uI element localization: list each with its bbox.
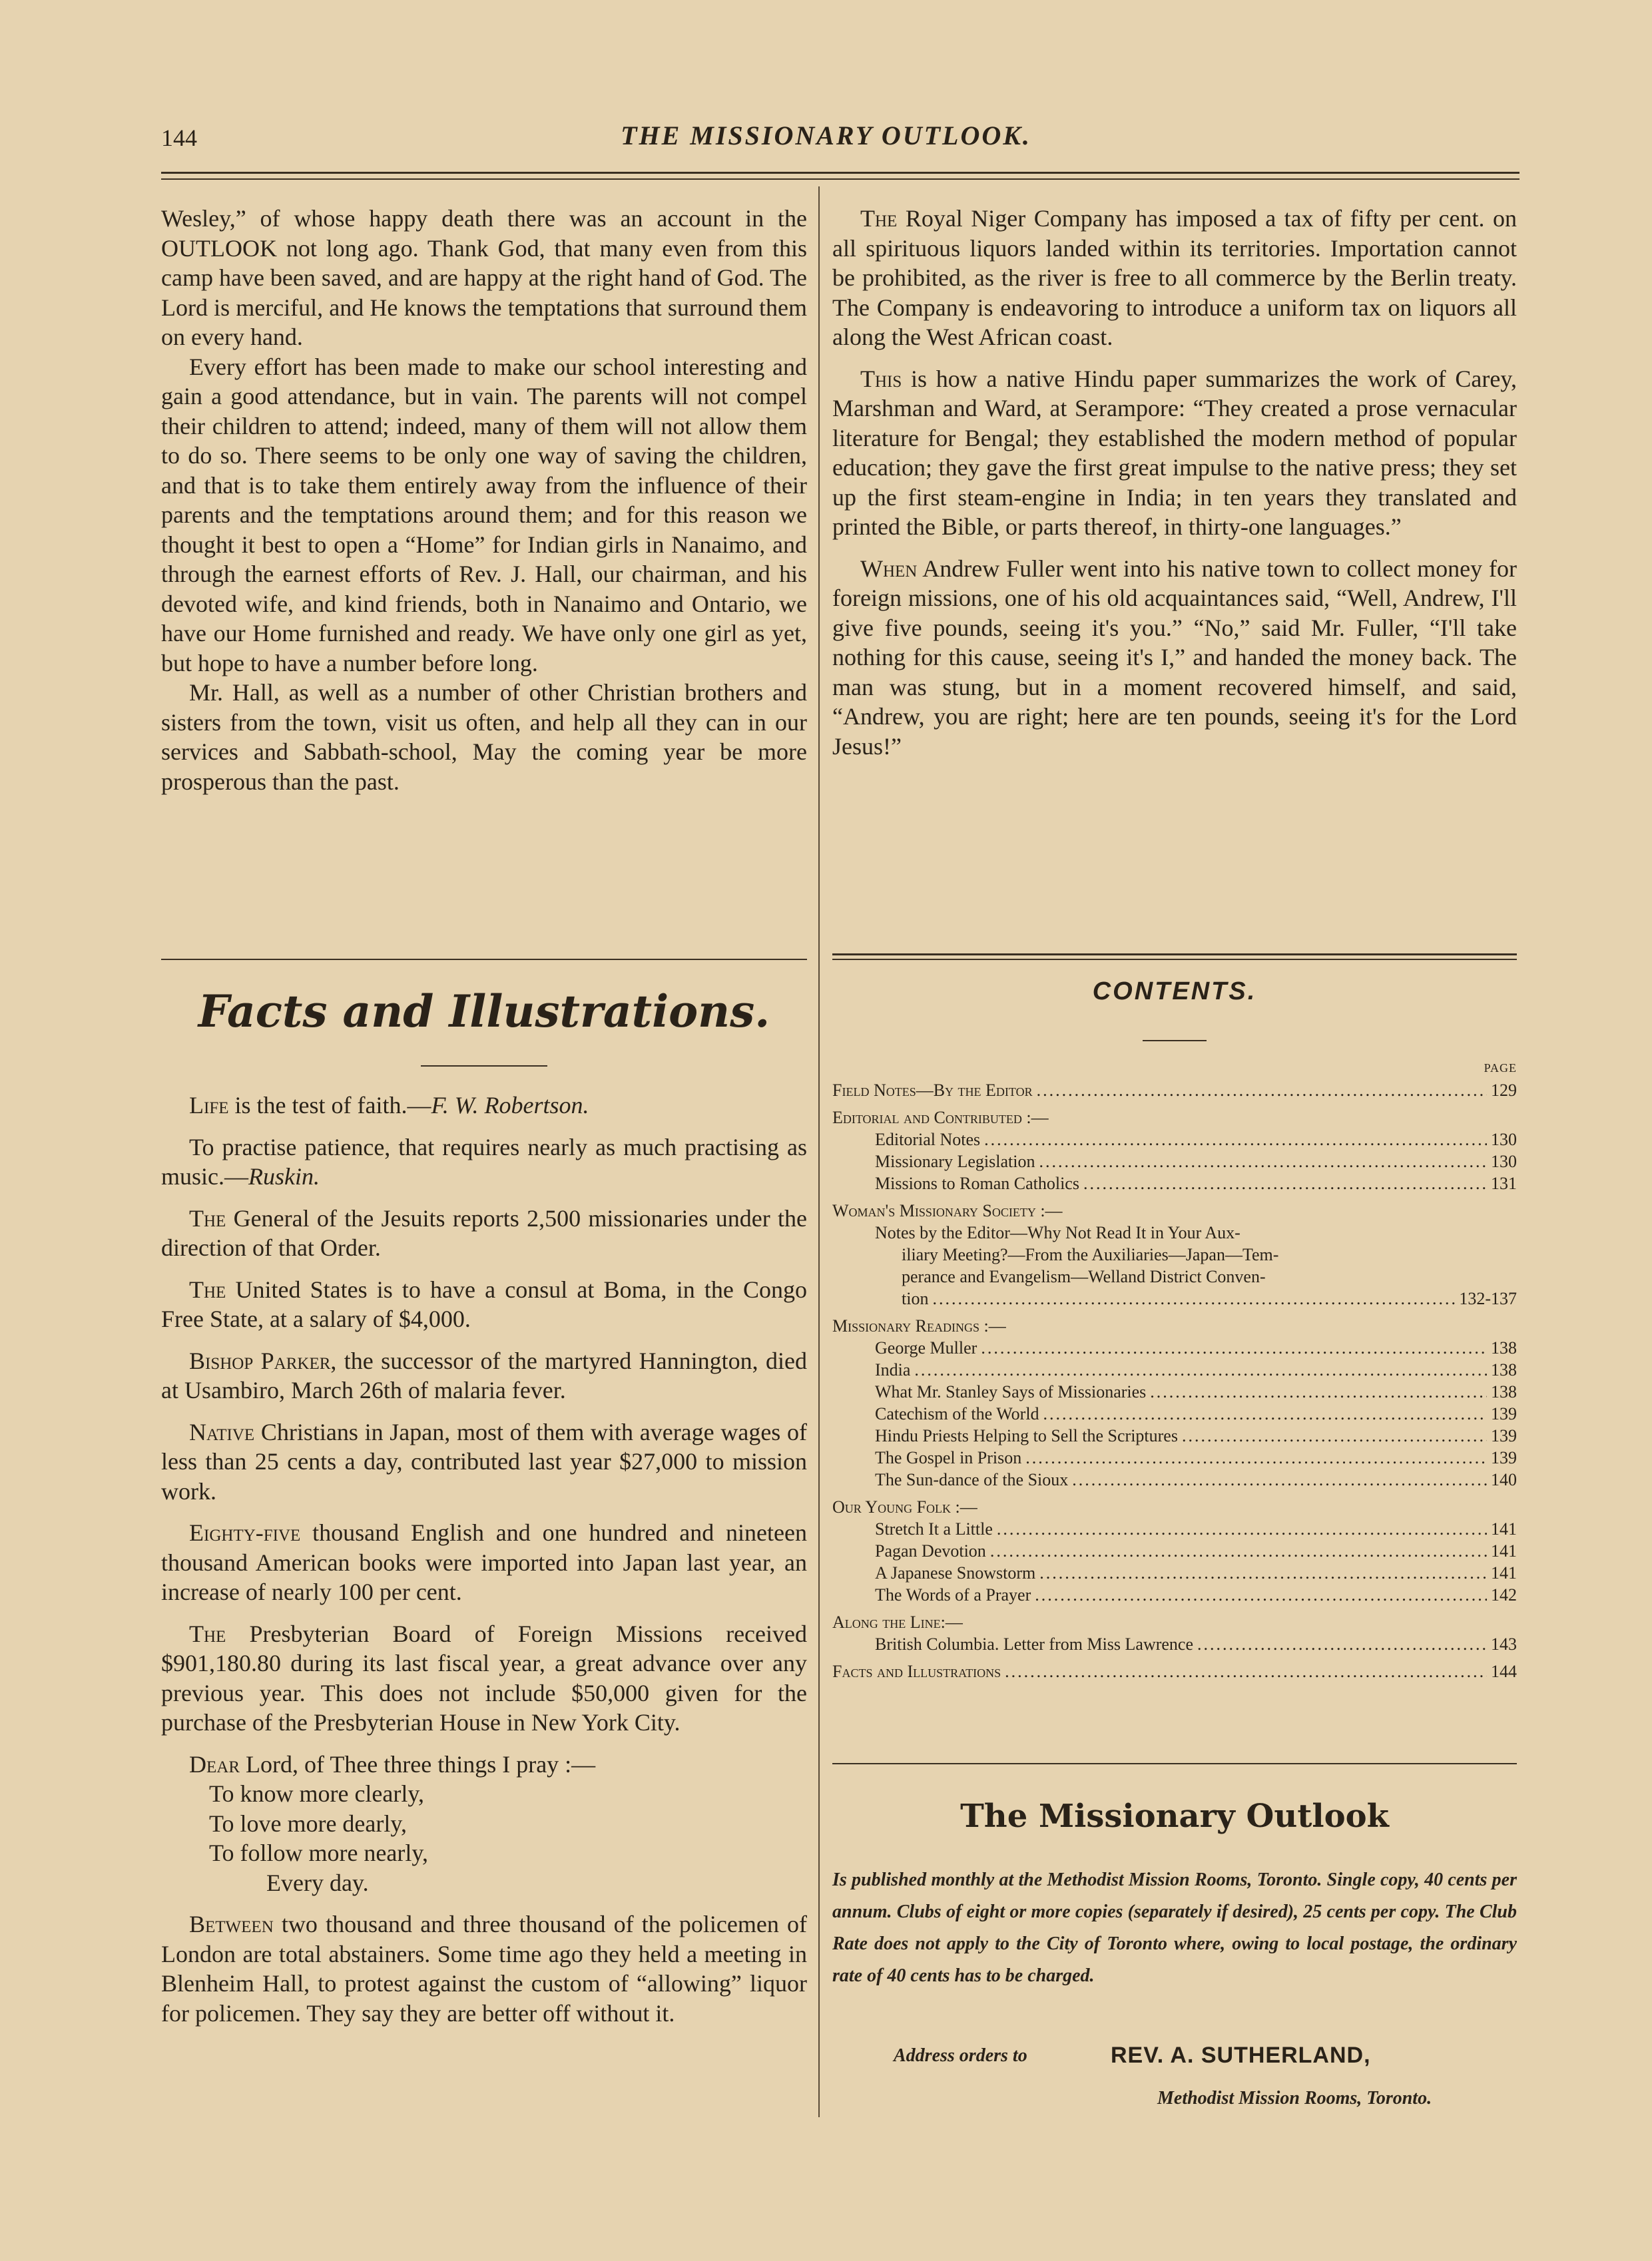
toc-title: The Words of a Prayer [875,1585,1031,1605]
toc-page: 130 [1491,1152,1517,1171]
toc-page: 141 [1491,1519,1517,1539]
paragraph: Wesley,” of whose happy death there was an account in the OUTLOOK not long ago. Thank God, that many even from this camp have been saved, and are happy at the right hand of God. The Lord is merciful, and He knows the temptations that surround them on every hand. [161,205,807,350]
fact-item [161,1275,807,1334]
toc-title: tion [902,1289,929,1308]
right-column-top [832,204,1517,761]
fact-lead: The [189,1204,226,1232]
header-rule-top [161,172,1519,174]
toc-entry[interactable] [832,1337,1517,1359]
toc-page: 129 [1491,1081,1517,1100]
toc-category: Woman's Missionary Society :— [832,1201,1063,1220]
address-prefix: Address orders to [894,2045,1027,2066]
paragraph-lead: When [860,555,918,582]
paragraph [832,204,1517,352]
fact-attribution: F. W. Robertson. [431,1092,589,1119]
leader-dots [1083,1172,1487,1194]
toc-entry[interactable] [832,1469,1517,1491]
toc-title: The Sun-dance of the Sioux [875,1470,1069,1489]
toc-page: 132-137 [1459,1289,1517,1308]
paragraph [832,364,1517,542]
publication-title: The Missionary Outlook [960,1798,1389,1835]
address-name: REV. A. SUTHERLAND, [1111,2043,1371,2068]
leader-dots [1039,1562,1487,1584]
table-of-contents [832,1057,1517,1682]
toc-page: 131 [1491,1174,1517,1193]
toc-wrapped-line: perance and Evangelism—Welland District Conven- [902,1267,1266,1286]
fact-text: thousand English and one hundred and nineteen thousand American books were imported into Japan last year, an increase of nearly 100 per cent. [161,1519,807,1605]
toc-category: Our Young Folk :— [832,1497,977,1517]
publication-notice: Is published monthly at the Methodist Mission Rooms, Toronto. Single copy, 40 cents per annum. Clubs of eight or more copies (separately if desired), 25 cents per copy. The Club Rate does not apply to the City of Toronto where, owing to local postage, the ordinary rate of 40 cents has to be charged. [832,1870,1517,1986]
prayer-lead: Dear [189,1750,240,1778]
paragraph-text: Royal Niger Company has imposed a tax of fifty per cent. on all spirituous liquors landed within its territories. Importation cannot be prohibited, as the river is free to all commerce by the Berlin treaty. The Company is endeavoring to introduce a uniform tax on liquors all along the West African coast. [832,205,1517,350]
fact-text: , the successor of the martyred Hannington, died at Usambiro, March 26th of malaria fever. [161,1347,807,1403]
prayer-line: To follow more nearly, [209,1840,429,1866]
section-title: Facts and Illustrations. [198,985,770,1037]
header-rule-bottom [161,178,1519,180]
fact-lead: Between [189,1911,274,1937]
prayer-line: To love more dearly, [209,1810,408,1837]
toc-title: Facts and Illustrations [832,1662,1001,1681]
toc-page: 141 [1491,1563,1517,1583]
leader-dots [984,1129,1487,1150]
toc-title: British Columbia. Letter from Miss Lawrence [875,1634,1194,1654]
prayer-first-line: Lord, of Thee three things I pray :— [240,1750,596,1778]
toc-title: Hindu Priests Helping to Sell the Scriptures [875,1426,1178,1445]
fact-text: is the test of faith.— [228,1092,431,1119]
fact-item [161,1204,807,1263]
toc-title: The Gospel in Prison [875,1448,1022,1467]
fact-lead: Native [189,1418,255,1445]
toc-category: Along the Line:— [832,1613,963,1632]
toc-page: 142 [1491,1585,1517,1605]
paragraph: Every effort has been made to make our school interesting and gain a good attendance, but in vain. The parents will not compel their children to attend; indeed, many of them will not allow them to do so. There seems to be only one way of saving the children, and that is to take them entirely away from the influence of their parents and the temptations around them; and for this reason we thought it best to open a “Home” for Indian girls in Nanaimo, and through the earnest efforts of Rev. J. Hall, our chairman, and his devoted wife, and kind friends, both in Nanaimo and Ontario, we have our Home furnished and ready. We have only one girl as yet, but hope to have a number before long. [161,353,807,676]
toc-page: 138 [1491,1338,1517,1358]
fact-item [161,1091,807,1121]
prayer-line: To know more clearly, [209,1780,425,1807]
toc-entry[interactable] [832,1403,1517,1425]
toc-title: What Mr. Stanley Says of Missionaries [875,1382,1147,1401]
fact-text: To practise patience, that requires nearly as much practising as music.— [161,1133,807,1190]
leader-dots [1037,1079,1487,1101]
toc-title: A Japanese Snowstorm [875,1563,1036,1583]
toc-entry[interactable] [832,1079,1517,1101]
fact-text: two thousand and three thousand of the policemen of London are total abstainers. Some time ago they held a meeting in Blenheim Hall, to protest against the custom of “allowing” liquor for policemen. They say they are better off without it. [161,1911,807,2027]
leader-dots [997,1518,1487,1540]
fact-lead: Eighty-five [189,1519,301,1546]
toc-entry[interactable] [832,1518,1517,1540]
fact-item [161,1909,807,2028]
paragraph: Mr. Hall, as well as a number of other Christian brothers and sisters from the town, visit us often, and help all they can in our services and Sabbath-school, May the coming year be more prosperous than the past. [161,679,807,795]
toc-wrapped-line: iliary Meeting?—From the Auxiliaries—Japan—Tem- [902,1245,1279,1264]
fact-item [161,1417,807,1507]
toc-entry[interactable] [832,1633,1517,1655]
toc-entry[interactable] [832,1172,1517,1194]
toc-entry[interactable] [832,1359,1517,1381]
toc-page: 130 [1491,1130,1517,1149]
paragraph-lead: This [860,365,902,392]
paragraph [832,554,1517,762]
toc-title: Field Notes—By the Editor [832,1081,1033,1100]
leader-dots [990,1540,1487,1562]
prayer-intro [161,1750,807,1780]
contents-title: CONTENTS. [1092,977,1257,1005]
title-underline [421,1065,547,1067]
leader-dots [1025,1447,1487,1469]
right-section-rule-1 [832,953,1517,955]
fact-attribution: Ruskin. [248,1163,320,1190]
toc-title: Stretch It a Little [875,1519,993,1539]
toc-category: Missionary Readings :— [832,1316,1006,1336]
prayer-line: Every day. [266,1869,369,1896]
contents-bottom-rule [832,1763,1517,1764]
paragraph-text: is how a native Hindu paper summarizes the work of Carey, Marshman and Ward, at Serampore: “They created a prose vernacular literature for Bengal; they established the modern method of popular education; they gave the first great impulse to the native press; they set up the first steam-engine in India; in ten years they translated and printed the Bible, or parts thereof, in thirty-one languages.” [832,365,1517,540]
fact-lead: Bishop Parker [189,1347,331,1374]
toc-entry[interactable] [832,1660,1517,1682]
fact-text: Christians in Japan, most of them with average wages of less than 25 cents a day, contributed last year $27,000 to mission work. [161,1418,807,1505]
right-section-rule-2 [832,959,1517,960]
leader-dots [1150,1381,1487,1403]
address-place: Methodist Mission Rooms, Toronto. [1157,2088,1432,2109]
leader-dots [914,1359,1487,1381]
fact-item [161,1132,807,1192]
column-divider [818,186,820,2117]
leader-dots [1197,1633,1487,1655]
leader-dots [1043,1403,1487,1425]
toc-title: Pagan Devotion [875,1541,986,1561]
toc-page: 141 [1491,1541,1517,1561]
fact-text: Presbyterian Board of Foreign Missions received $901,180.80 during its last fiscal year, a great advance over any previous year. This does not include $50,000 given for the purchase of the Presbyterian House in New York City. [161,1620,807,1736]
toc-entry[interactable] [832,1425,1517,1447]
toc-entry[interactable] [832,1129,1517,1150]
toc-title: Editorial Notes [875,1130,981,1149]
toc-page: 139 [1491,1404,1517,1423]
paragraph-text: Andrew Fuller went into his native town to collect money for foreign missions, one of his old acquaintances said, “Well, Andrew, I'll give five pounds, seeing it's you.” “No,” said Mr. Fuller, “I'll take nothing for this cause, seeing it's I,” and handed the money back. The man was stung, but in a moment recovered himself, and said, “Andrew, you are right; here are ten pounds, seeing it's for the Lord Jesus!” [832,555,1517,760]
fact-text: United States is to have a consul at Boma, in the Congo Free State, at a salary of $4,000. [161,1276,807,1332]
left-section-rule [161,959,807,960]
toc-title: Missionary Legislation [875,1152,1035,1171]
running-title: THE MISSIONARY OUTLOOK. [621,121,1031,150]
leader-dots [981,1337,1487,1359]
toc-page: 138 [1491,1360,1517,1380]
toc-title: Missions to Roman Catholics [875,1174,1079,1193]
toc-page: 139 [1491,1426,1517,1445]
fact-lead: The [189,1276,226,1303]
toc-entry[interactable] [832,1381,1517,1403]
toc-entry[interactable] [832,1562,1517,1584]
toc-page: 139 [1491,1448,1517,1467]
facts-list [161,1091,807,2028]
contents-underline [1143,1040,1207,1041]
toc-title: India [875,1360,911,1380]
toc-page: 143 [1491,1634,1517,1654]
toc-entry[interactable] [832,1447,1517,1469]
toc-entry[interactable] [832,1288,1517,1310]
page-column-label: PAGE [1484,1061,1517,1075]
toc-page: 144 [1491,1662,1517,1681]
toc-wrapped-line: Notes by the Editor—Why Not Read It in Your Aux- [875,1223,1240,1242]
leader-dots [1005,1660,1487,1682]
leader-dots [1035,1584,1487,1606]
toc-title: Catechism of the World [875,1404,1039,1423]
fact-item [161,1518,807,1607]
leader-dots [932,1288,1455,1310]
fact-item [161,1619,807,1738]
leader-dots [1072,1469,1487,1491]
fact-lead: The [189,1620,226,1647]
leader-dots [1039,1150,1487,1172]
toc-entry[interactable] [832,1540,1517,1562]
fact-lead: Life [189,1092,229,1119]
fact-text: General of the Jesuits reports 2,500 missionaries under the direction of that Order. [161,1204,807,1261]
fact-item [161,1346,807,1405]
toc-page: 140 [1491,1470,1517,1489]
toc-entry[interactable] [832,1584,1517,1606]
toc-page: 138 [1491,1382,1517,1401]
left-column-top [161,204,807,796]
toc-title: George Muller [875,1338,977,1358]
leader-dots [1182,1425,1487,1447]
toc-entry[interactable] [832,1150,1517,1172]
paragraph-lead: The [860,205,898,232]
toc-category: Editorial and Contributed :— [832,1108,1049,1127]
page-number: 144 [161,125,197,151]
